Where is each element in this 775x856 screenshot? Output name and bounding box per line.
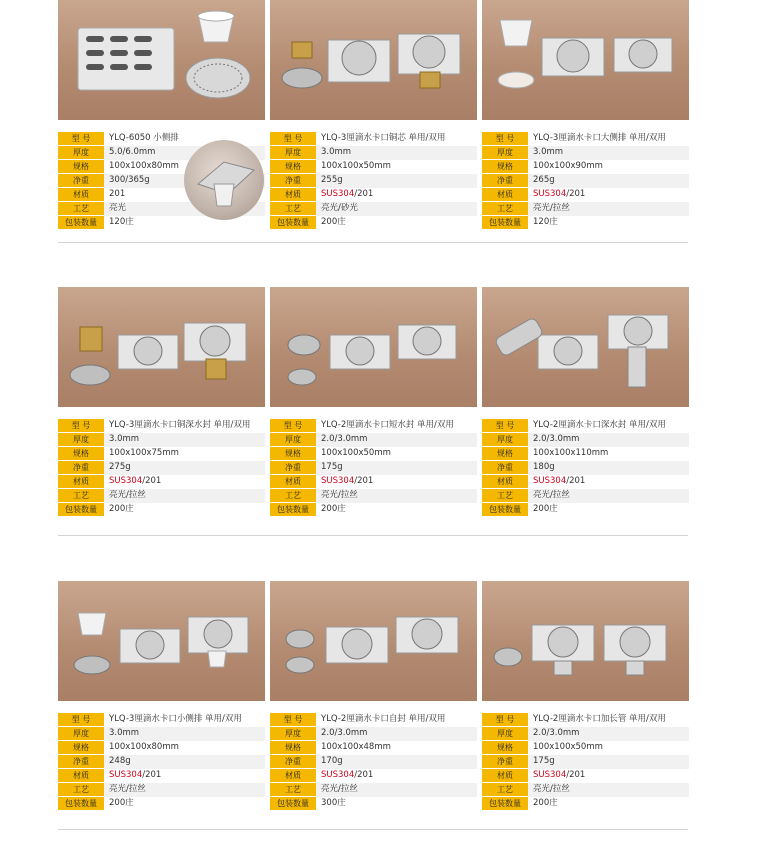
product-photo: [270, 287, 477, 407]
spec-table: 型 号 YLQ-2厘滴水卡口自封 单用/双用 厚度 2.0/3.0mm 规格 100x100x48mm 净重 170g 材质 SUS304/201 工艺 亮光/拉丝 包装数量 300庄: [270, 713, 477, 811]
spec-table: 型 号 YLQ-2厘滴水卡口深水封 单用/双用 厚度 2.0/3.0mm 规格 100x100x110mm 净重 180g 材质 SUS304/201 工艺 亮光/拉丝 包装数量 200庄: [482, 419, 689, 517]
product-photo: [58, 0, 265, 120]
spec-table: 型 号 YLQ-6050 小侧排 厚度 5.0/6.0mm 规格 100x100x80mm 净重 300/365g 材质 201 工艺 亮光 包装数量 120庄: [58, 132, 265, 230]
spec-table: 型 号 YLQ-2厘滴水卡口加长管 单用/双用 厚度 2.0/3.0mm 规格 100x100x50mm 净重 175g 材质 SUS304/201 工艺 亮光/拉丝 包装数量 200庄: [482, 713, 689, 811]
product-photo: [270, 0, 477, 120]
spec-table: 型 号 YLQ-3厘滴水卡口小侧排 单用/双用 厚度 3.0mm 规格 100x100x80mm 净重 248g 材质 SUS304/201 工艺 亮光/拉丝 包装数量 200庄: [58, 713, 265, 811]
product-photo: [58, 287, 265, 407]
row-divider: [58, 535, 688, 536]
product-photo: [58, 581, 265, 701]
product-photo: [270, 581, 477, 701]
product-photo: [482, 0, 689, 120]
product-photo: [482, 581, 689, 701]
spec-table: 型 号 YLQ-3厘滴水卡口铜深水封 单用/双用 厚度 3.0mm 规格 100x100x75mm 净重 275g 材质 SUS304/201 工艺 亮光/拉丝 包装数量 200庄: [58, 419, 265, 517]
row-divider: [58, 829, 688, 830]
spec-table: 型 号 YLQ-3厘滴水卡口铜芯 单用/双用 厚度 3.0mm 规格 100x100x50mm 净重 255g 材质 SUS304/201 工艺 亮光/砂光 包装数量 200庄: [270, 132, 477, 230]
product-photo: [482, 287, 689, 407]
row-divider: [58, 242, 688, 243]
detail-inset-photo: [184, 140, 264, 220]
spec-table: 型 号 YLQ-3厘滴水卡口大侧排 单用/双用 厚度 3.0mm 规格 100x100x90mm 净重 265g 材质 SUS304/201 工艺 亮光/拉丝 包装数量 120庄: [482, 132, 689, 230]
spec-table: 型 号 YLQ-2厘滴水卡口短水封 单用/双用 厚度 2.0/3.0mm 规格 100x100x50mm 净重 175g 材质 SUS304/201 工艺 亮光/拉丝 包装数量 200庄: [270, 419, 477, 517]
